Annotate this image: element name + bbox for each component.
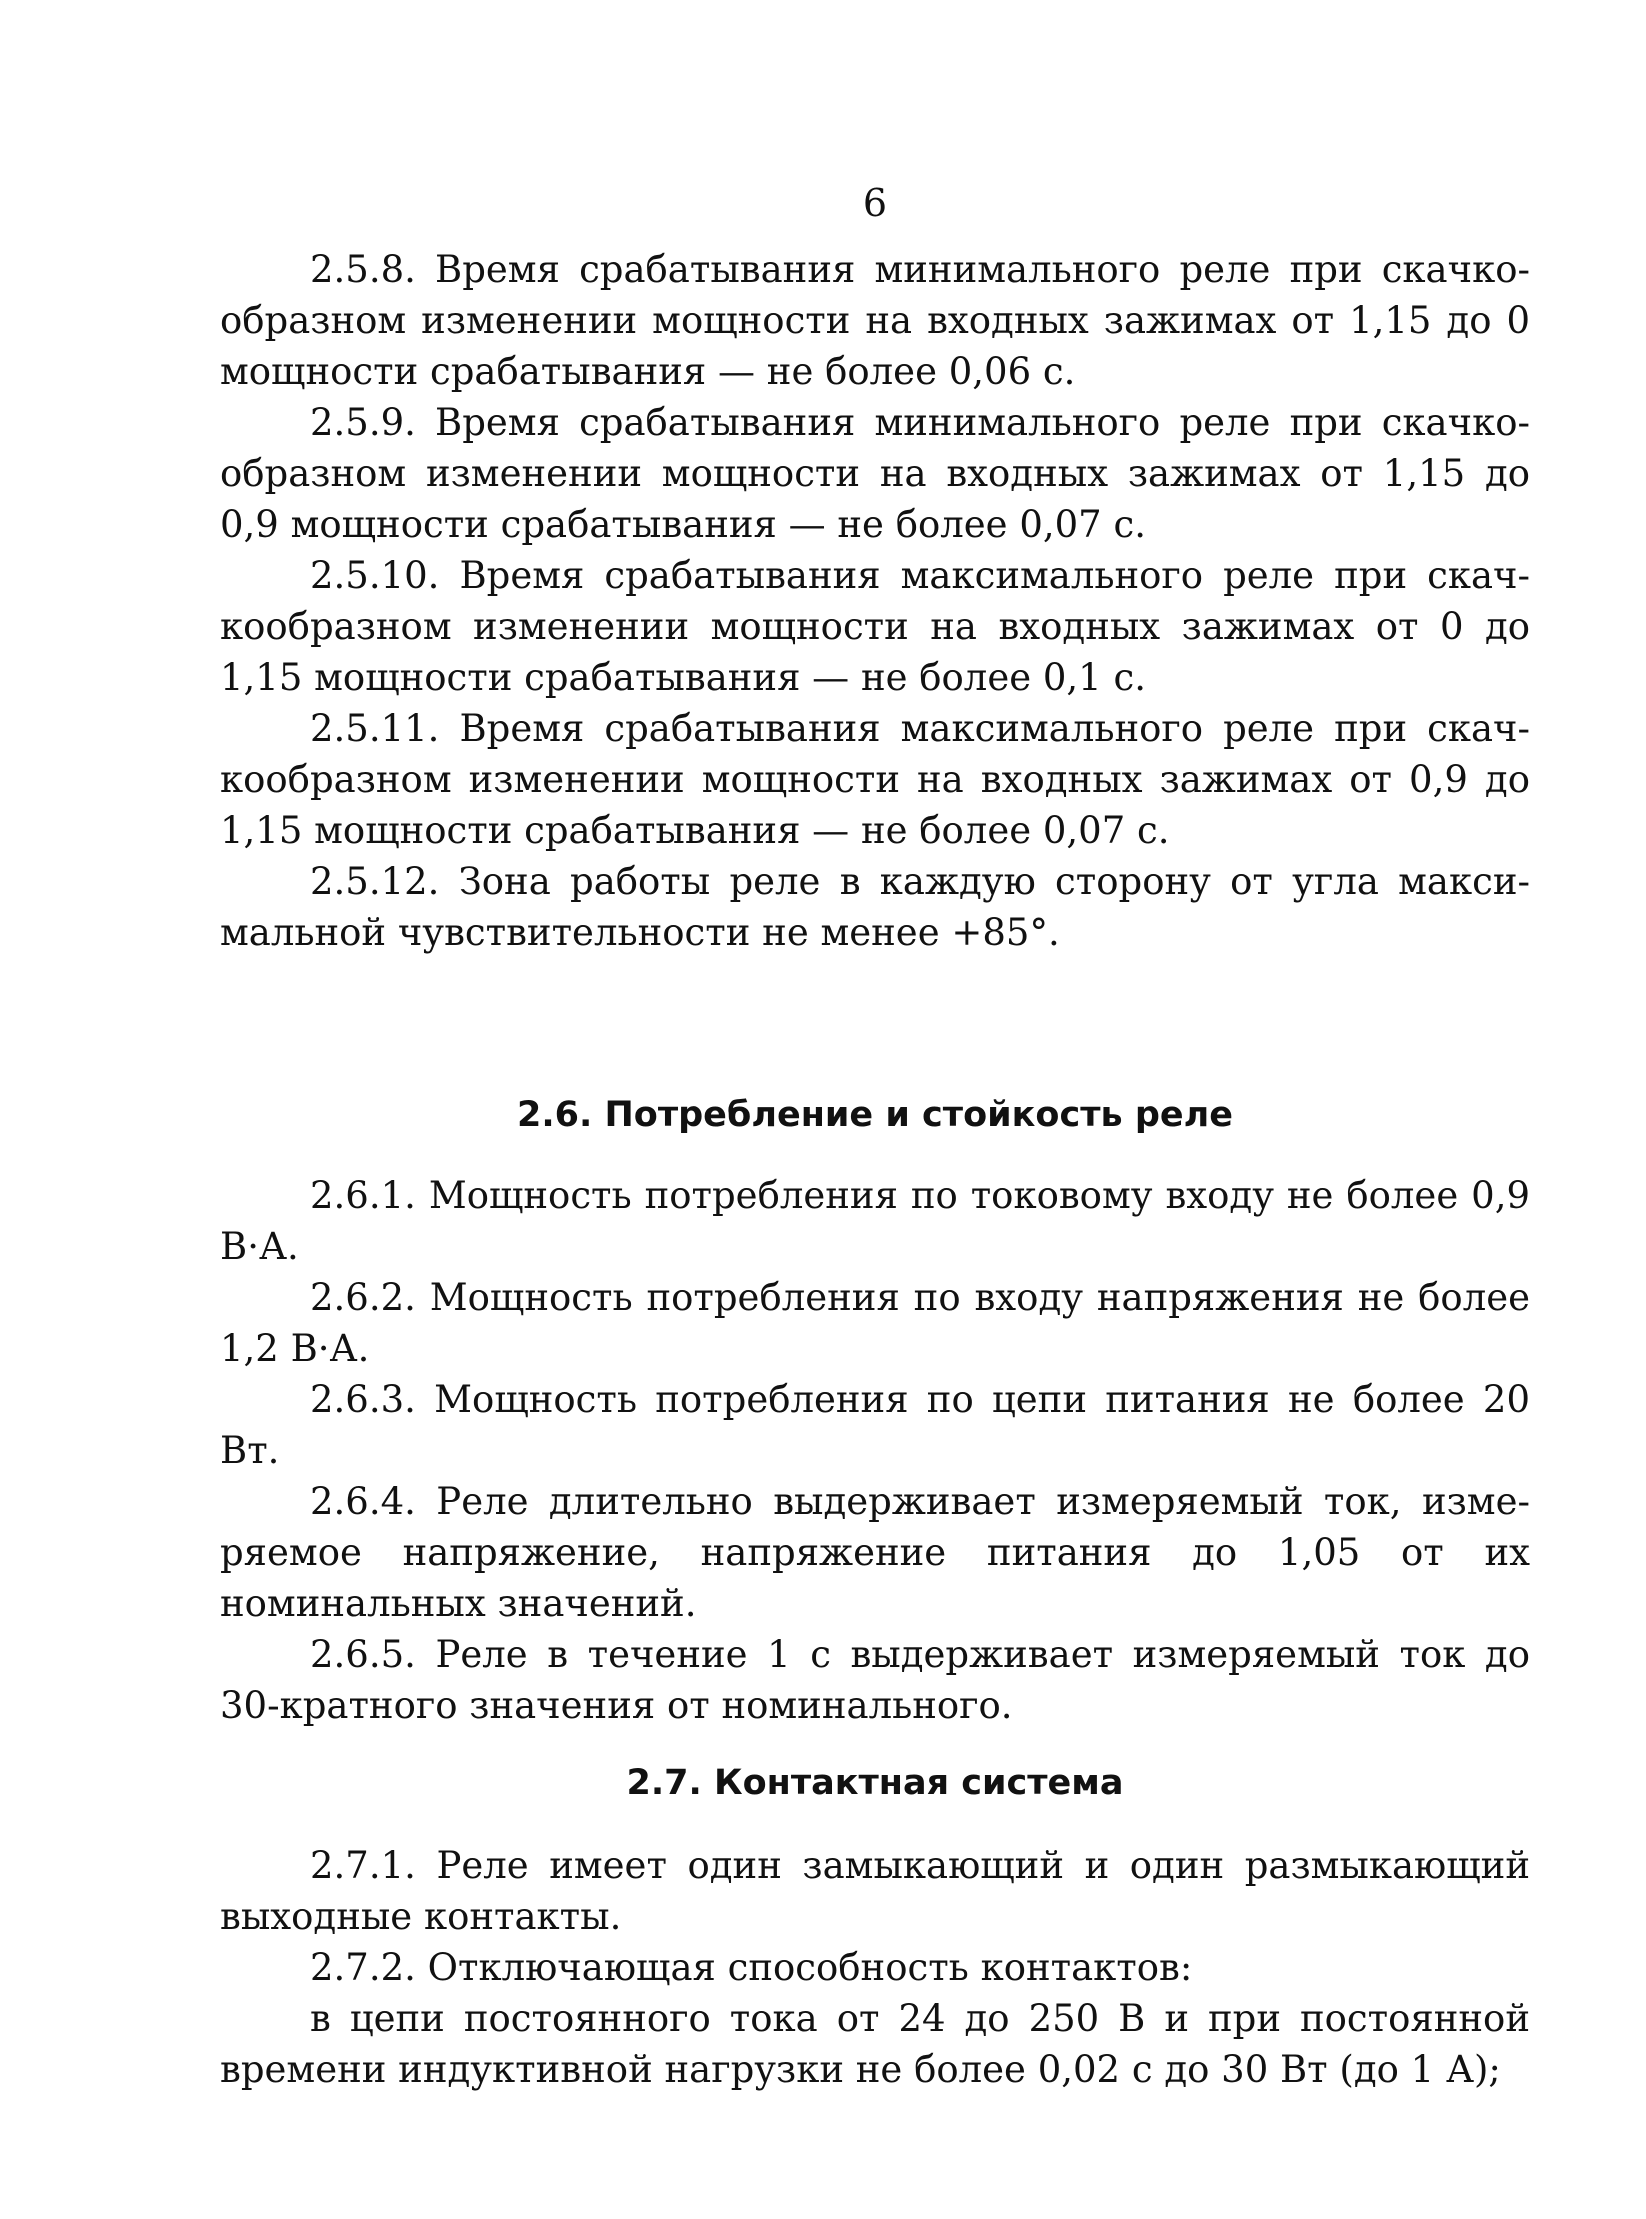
paragraph-2-6-1: 2.6.1. Мощность потребления по токовому входу не более 0,9 В·А. (220, 1174, 1530, 1268)
paragraph-2-7-2: 2.7.2. Отключающая способность контактов: (310, 1946, 1193, 1989)
paragraph-2-5-9: 2.5.9. Время срабатывания минимального реле при скачкообразном изменении мощности на входных зажимах от 1,15 до 0,9 мощности срабатывания — не более 0,07 с. (220, 401, 1530, 546)
paragraph-2-7-1: 2.7.1. Реле имеет один замыкающий и один размыкающий выходные контакты. (220, 1844, 1530, 1938)
section-2-6-heading-wrap (220, 1090, 1530, 1140)
paragraph-2-6-5: 2.6.5. Реле в течение 1 с выдерживает измеряемый ток до 30-кратного значения от номинального. (220, 1633, 1530, 1727)
section-heading-2-7: 2.7. Контактная система (626, 1763, 1124, 1803)
section-heading-2-6: 2.6. Потребление и стойкость реле (517, 1095, 1233, 1135)
section-2-7-heading-wrap (220, 1758, 1530, 1808)
paragraph-2-5-10: 2.5.10. Время срабатывания максимального реле при скачкообразном изменении мощности на входных зажимах от 0 до 1,15 мощности срабатывания — не более 0,1 с. (220, 554, 1530, 699)
paragraph-2-7-2-dc: в цепи постоянного тока от 24 до 250 В и при постоянной времени индуктивной нагрузки не более 0,02 с до 30 Вт (до 1 А); (220, 1997, 1530, 2091)
paragraph-2-5-12: 2.5.12. Зона работы реле в каждую сторону от угла максимальной чувствительности не менее +85°. (220, 860, 1530, 954)
section-2-6-block (220, 1170, 1530, 1731)
section-2-5-block (220, 244, 1530, 958)
paragraph-2-5-8: 2.5.8. Время срабатывания минимального реле при скачкообразном изменении мощности на входных зажимах от 1,15 до 0 мощности срабатывания — не более 0,06 с. (220, 248, 1530, 393)
paragraph-2-6-2: 2.6.2. Мощность потребления по входу напряжения не более 1,2 В·А. (220, 1276, 1530, 1370)
page-number: 6 (862, 181, 888, 225)
paragraph-2-6-4: 2.6.4. Реле длительно выдерживает измеряемый ток, измеряемое напряжение, напряжение питания до 1,05 от их номинальных значений. (220, 1480, 1530, 1625)
paragraph-2-6-3: 2.6.3. Мощность потребления по цепи питания не более 20 Вт. (220, 1378, 1530, 1472)
section-2-7-block (220, 1840, 1530, 2095)
paragraph-2-5-11: 2.5.11. Время срабатывания максимального реле при скачкообразном изменении мощности на входных зажимах от 0,9 до 1,15 мощности срабатывания — не более 0,07 с. (220, 707, 1530, 852)
